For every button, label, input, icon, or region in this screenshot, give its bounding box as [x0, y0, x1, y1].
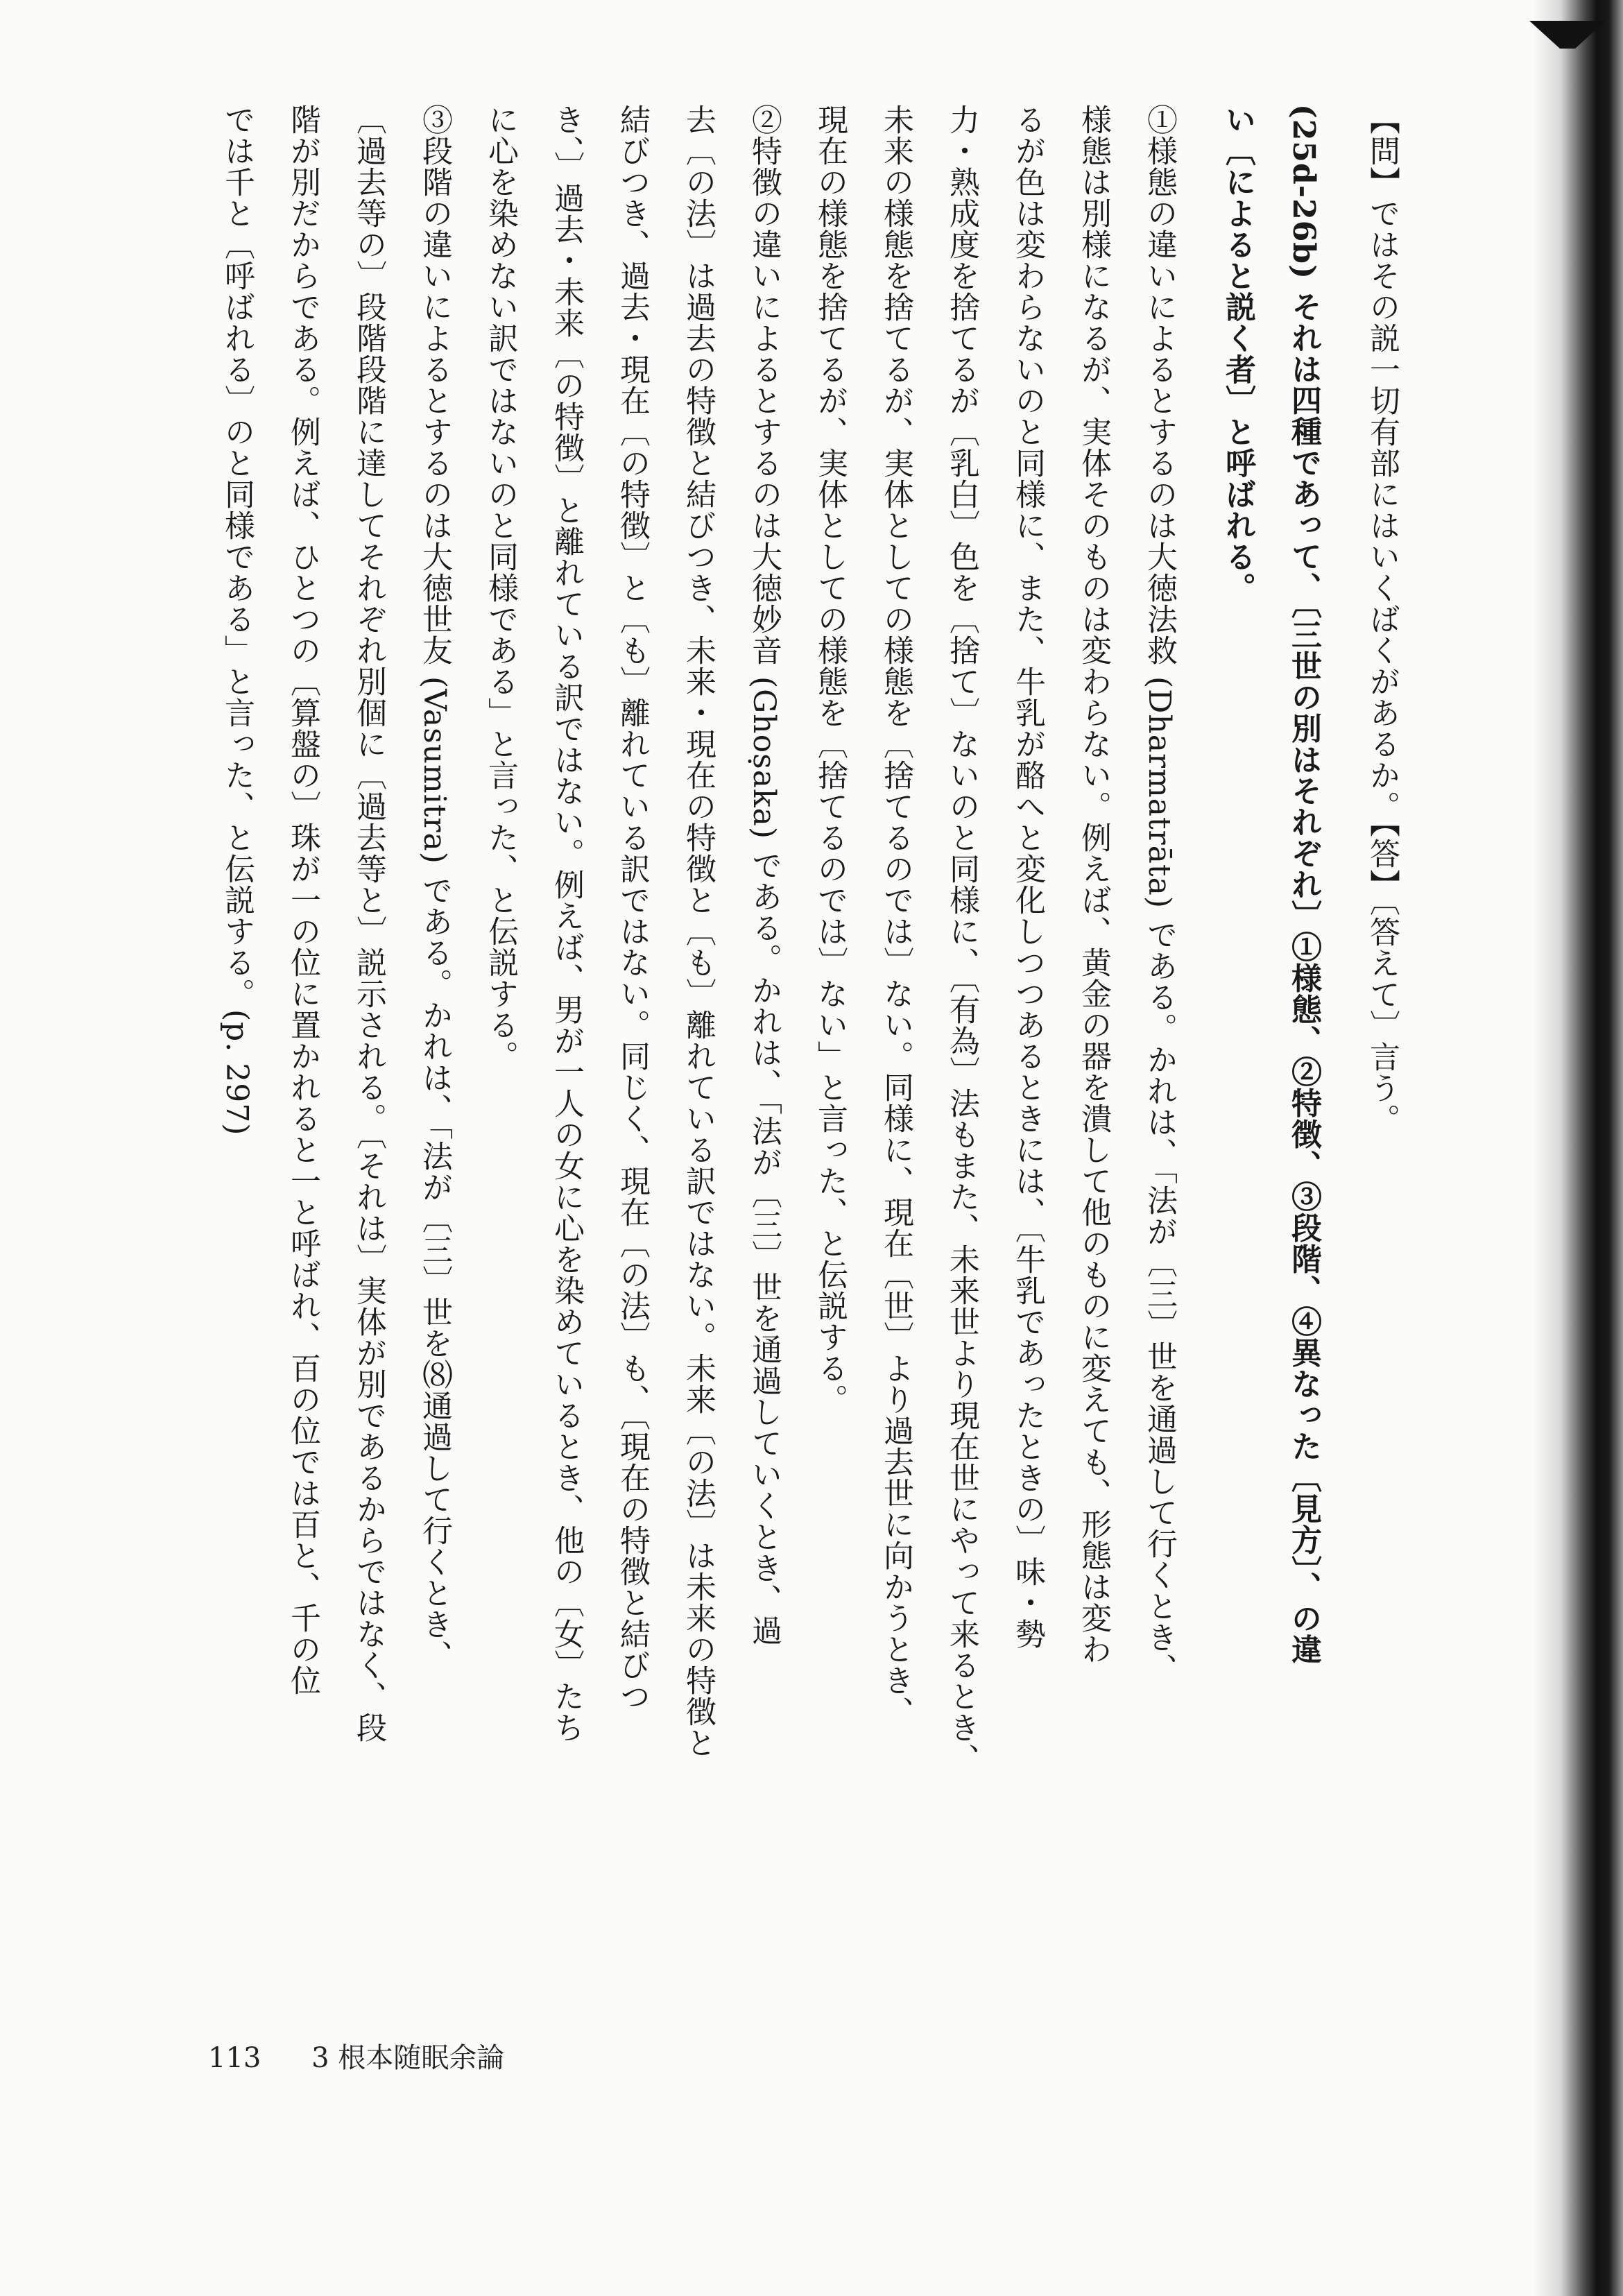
text-column: き、〕過去・未来〔の特徴〕と離れている訳ではない。例えば、男が一人の女に心を染めているとき、他の〔女〕たち: [549, 104, 584, 1743]
text-column: 去〔の法〕は過去の特徴と結びつき、未来・現在の特徴と〔も〕離れている訳ではない。未来〔の法〕は未来の特徴と: [680, 104, 716, 1758]
text-column: に心を染めない訳ではないのと同様である」と言った、と伝説する。: [483, 104, 518, 1072]
text-column: 現在の様態を捨てるが、実体としての様態を〔捨てるのでは〕ない」と言った、と伝説する。: [812, 104, 848, 1415]
vertical-text-body: [42, 104, 1415, 1894]
text-column: 結びつき、過去・現在〔の特徴〕と〔も〕離れている訳ではない。同じく、現在〔の法〕も、〔現在の特徴と結びつ: [615, 104, 650, 1712]
text-column: ①様態の違いによるとするのは大徳法救 (Dharmatrāta) である。かれは、「法が〔三〕世を通過して行くとき、: [1142, 104, 1177, 1685]
text-column-bold: (25d-26b) それは四種であって、〔三世の別はそれぞれ〕①様態、②特徴、③段階、④異なった〔見方〕、の違: [1286, 104, 1321, 1665]
text-column: 階が別だからである。例えば、ひとつの〔算盤の〕珠が一の位に置かれると一と呼ばれ、百の位では百と、千の位: [285, 104, 320, 1696]
column-spacer: [1337, 104, 1349, 1894]
page-number: 113: [208, 2042, 261, 2074]
column-spacer: [1192, 104, 1205, 1894]
binding-edge: [1533, 0, 1623, 2296]
text-column-bold: い〔によると説く者〕と呼ばれる。: [1220, 104, 1255, 603]
text-column: 【問】ではその説一切有部にはいくばくがあるか。【答】〔答えて〕言う。: [1364, 104, 1400, 1135]
text-column: 〔過去等の〕段階段階に達してそれぞれ別個に〔過去等と〕説示される。〔それは〕実体が別であるからではなく、段: [351, 104, 386, 1743]
text-column: 未来の様態を捨てるが、実体としての様態を〔捨てるのでは〕ない。同様に、現在〔世〕より過去世に向かうとき、: [878, 104, 913, 1727]
text-column: ②特徴の違いによるとするのは大徳妙音 (Ghoṣaka) である。かれは、「法が〔三〕世を通過していくとき、過: [746, 104, 782, 1646]
text-column: では千と〔呼ばれる〕のと同様である」と言った、と伝説する。(p. 297): [219, 104, 255, 1136]
text-column: 様態は別様になるが、実体そのものは変わらない。例えば、黄金の器を潰して他のものに変えても、形態は変わ: [1076, 104, 1111, 1665]
text-column: るが色は変わらないのと同様に、また、牛乳が酪へと変化しつつあるときには、〔牛乳であったときの〕味・勢: [1010, 104, 1045, 1650]
text-column: ③段階の違いによるとするのは大徳世友 (Vasumitra) である。かれは、「法が〔三〕世を⑻通過して行くとき、: [417, 104, 452, 1671]
page-footer: [208, 2036, 504, 2075]
section-title: 3 根本随眠余論: [311, 2042, 505, 2074]
text-column: 力・熟成度を捨てるが〔乳白〕色を〔捨て〕ないのと同様に、〔有為〕法もまた、未来世より現在世にやって来るとき、: [944, 104, 979, 1774]
